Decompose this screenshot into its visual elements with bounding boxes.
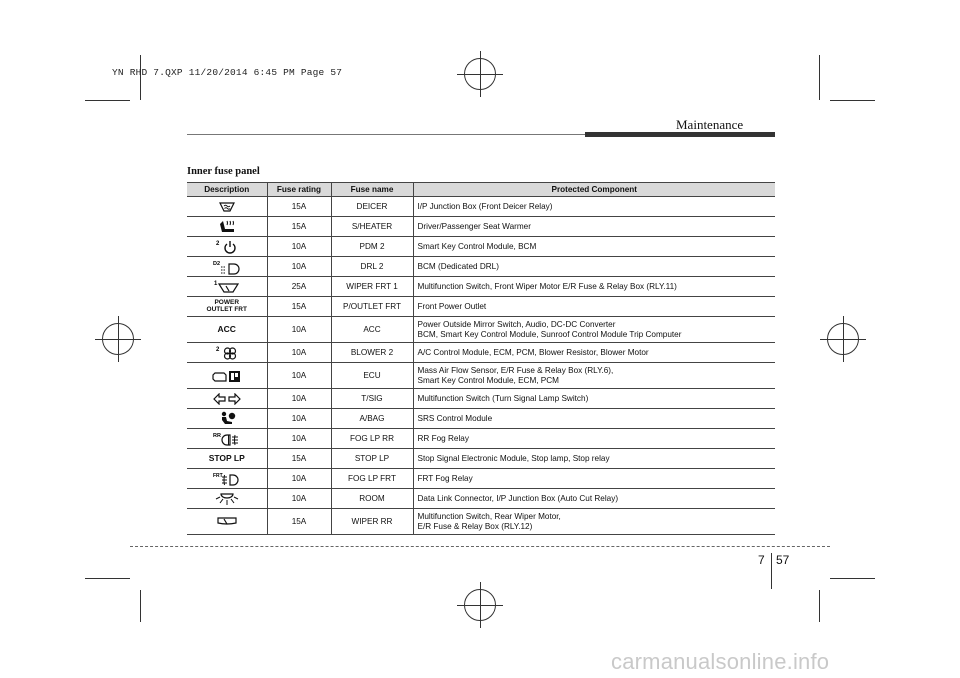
table-row: [187, 297, 775, 317]
watermark: carmanualsonline.info: [611, 649, 830, 674]
fuse-rating: 25A: [267, 277, 331, 297]
pdm-icon: [215, 239, 239, 255]
description-cell: [187, 489, 267, 509]
fuse-rating: 15A: [267, 197, 331, 217]
protected-component: Stop Signal Electronic Module, Stop lamp, Stop relay: [413, 449, 775, 469]
blower-icon: [215, 345, 239, 361]
fuse-name: STOP LP: [331, 449, 413, 469]
acc-label: ACC: [217, 324, 236, 334]
table-row: [187, 469, 775, 489]
fuse-rating: 10A: [267, 469, 331, 489]
protected-component: Smart Key Control Module, BCM: [413, 237, 775, 257]
table-row: [187, 237, 775, 257]
wiper-front-icon: [214, 279, 240, 294]
crop-mark: [140, 590, 141, 622]
protected-component: RR Fog Relay: [413, 429, 775, 449]
fuse-name: A/BAG: [331, 409, 413, 429]
fuse-name: FOG LP RR: [331, 429, 413, 449]
table-header-row: [187, 183, 775, 197]
table-row: [187, 343, 775, 363]
fuse-name: ACC: [331, 317, 413, 343]
icon-badge: 2: [215, 346, 220, 353]
fuse-name: T/SIG: [331, 389, 413, 409]
fuse-rating: 15A: [267, 449, 331, 469]
page-number: 57: [776, 553, 790, 567]
description-cell: [187, 429, 267, 449]
column-header-protected-component: Protected Component: [413, 183, 775, 197]
fuse-rating: 10A: [267, 237, 331, 257]
fuse-name: WIPER FRT 1: [331, 277, 413, 297]
wiper-rear-icon: [216, 515, 238, 529]
fuse-rating: 15A: [267, 217, 331, 237]
table-row: [187, 489, 775, 509]
fuse-rating: 10A: [267, 389, 331, 409]
table-row: [187, 197, 775, 217]
registration-mark-bottom: [464, 589, 496, 621]
rear-fog-icon: [213, 431, 241, 447]
protected-component: Multifunction Switch, Rear Wiper Motor, E/R Fuse & Relay Box (RLY.12): [413, 509, 775, 535]
protected-component: SRS Control Module: [413, 409, 775, 429]
protected-component: Multifunction Switch (Turn Signal Lamp Switch): [413, 389, 775, 409]
fuse-name: FOG LP FRT: [331, 469, 413, 489]
icon-badge: RR: [212, 432, 221, 439]
description-cell: [187, 297, 267, 317]
description-cell: [187, 449, 267, 469]
table-row: [187, 277, 775, 297]
protected-component: BCM (Dedicated DRL): [413, 257, 775, 277]
fuse-rating: 15A: [267, 297, 331, 317]
room-lamp-icon: [215, 492, 239, 506]
footer-divider: [130, 546, 830, 547]
turn-signal-icon: [213, 393, 241, 405]
crop-mark: [819, 55, 820, 100]
description-cell: [187, 317, 267, 343]
description-cell: [187, 409, 267, 429]
fuse-name: S/HEATER: [331, 217, 413, 237]
front-fog-icon: [213, 471, 241, 487]
description-cell: [187, 469, 267, 489]
description-cell: [187, 363, 267, 389]
protected-component: Front Power Outlet: [413, 297, 775, 317]
fuse-rating: 15A: [267, 509, 331, 535]
protected-component: FRT Fog Relay: [413, 469, 775, 489]
registration-mark-left: [102, 323, 134, 355]
crop-mark: [830, 578, 875, 579]
deicer-icon: [217, 201, 237, 213]
fuse-rating: 10A: [267, 257, 331, 277]
registration-mark-top: [464, 58, 496, 90]
protected-component: I/P Junction Box (Front Deicer Relay): [413, 197, 775, 217]
table-row: [187, 217, 775, 237]
column-header-fuse-name: Fuse name: [331, 183, 413, 197]
protected-component: Mass Air Flow Sensor, E/R Fuse & Relay Box (RLY.6), Smart Key Control Module, ECM, PCM: [413, 363, 775, 389]
fuse-name: P/OUTLET FRT: [331, 297, 413, 317]
description-cell: [187, 197, 267, 217]
stop-lamp-label: STOP LP: [208, 453, 245, 463]
icon-badge: FRT: [212, 472, 223, 479]
fuse-name: DRL 2: [331, 257, 413, 277]
airbag-icon: [217, 411, 237, 426]
fuse-rating: 10A: [267, 343, 331, 363]
fuse-name: WIPER RR: [331, 509, 413, 535]
description-cell: [187, 217, 267, 237]
description-cell: [187, 257, 267, 277]
description-cell: [187, 343, 267, 363]
table-row: [187, 257, 775, 277]
table-row: [187, 449, 775, 469]
seat-heater-icon: [218, 220, 236, 234]
registration-mark-right: [827, 323, 859, 355]
table-row: [187, 363, 775, 389]
fuse-rating: 10A: [267, 489, 331, 509]
fuse-table: [187, 182, 775, 535]
fuse-name: PDM 2: [331, 237, 413, 257]
page-heading: Inner fuse panel: [187, 166, 260, 177]
title-rule-accent: [585, 132, 775, 137]
print-slug-line: YN RHD 7.QXP 11/20/2014 6:45 PM Page 57: [112, 67, 343, 78]
section-title: Maintenance: [676, 117, 744, 132]
fuse-rating: 10A: [267, 409, 331, 429]
description-cell: [187, 389, 267, 409]
page-number-divider: [771, 553, 772, 589]
table-row: [187, 409, 775, 429]
fuse-rating: 10A: [267, 317, 331, 343]
crop-mark: [85, 100, 130, 101]
fuse-name: ECU: [331, 363, 413, 389]
description-cell: [187, 509, 267, 535]
description-cell: [187, 277, 267, 297]
description-cell: [187, 237, 267, 257]
fuse-name: BLOWER 2: [331, 343, 413, 363]
chapter-number: 7: [758, 553, 765, 567]
fuse-rating: 10A: [267, 429, 331, 449]
table-row: [187, 429, 775, 449]
protected-component: Driver/Passenger Seat Warmer: [413, 217, 775, 237]
crop-mark: [85, 578, 130, 579]
column-header-description: Description: [187, 183, 267, 197]
crop-mark: [819, 590, 820, 622]
table-row: [187, 317, 775, 343]
protected-component: A/C Control Module, ECM, PCM, Blower Resistor, Blower Motor: [413, 343, 775, 363]
crop-mark: [830, 100, 875, 101]
table-row: [187, 509, 775, 535]
table-row: [187, 389, 775, 409]
fuse-name: DEICER: [331, 197, 413, 217]
protected-component: Multifunction Switch, Front Wiper Motor E/R Fuse & Relay Box (RLY.11): [413, 277, 775, 297]
fuse-rating: 10A: [267, 363, 331, 389]
drl-icon: [213, 259, 241, 275]
icon-badge: D2: [212, 260, 220, 267]
column-header-fuse-rating: Fuse rating: [267, 183, 331, 197]
icon-badge: 2: [215, 240, 220, 247]
protected-component: Data Link Connector, I/P Junction Box (Auto Cut Relay): [413, 489, 775, 509]
fuse-name: ROOM: [331, 489, 413, 509]
power-outlet-label: POWER OUTLET FRT: [206, 299, 247, 313]
protected-component: Power Outside Mirror Switch, Audio, DC-DC Converter BCM, Smart Key Control Module, Sunroof Control Module Trip Computer: [413, 317, 775, 343]
icon-badge: 1: [213, 281, 218, 287]
ecu-icon: [212, 369, 242, 383]
